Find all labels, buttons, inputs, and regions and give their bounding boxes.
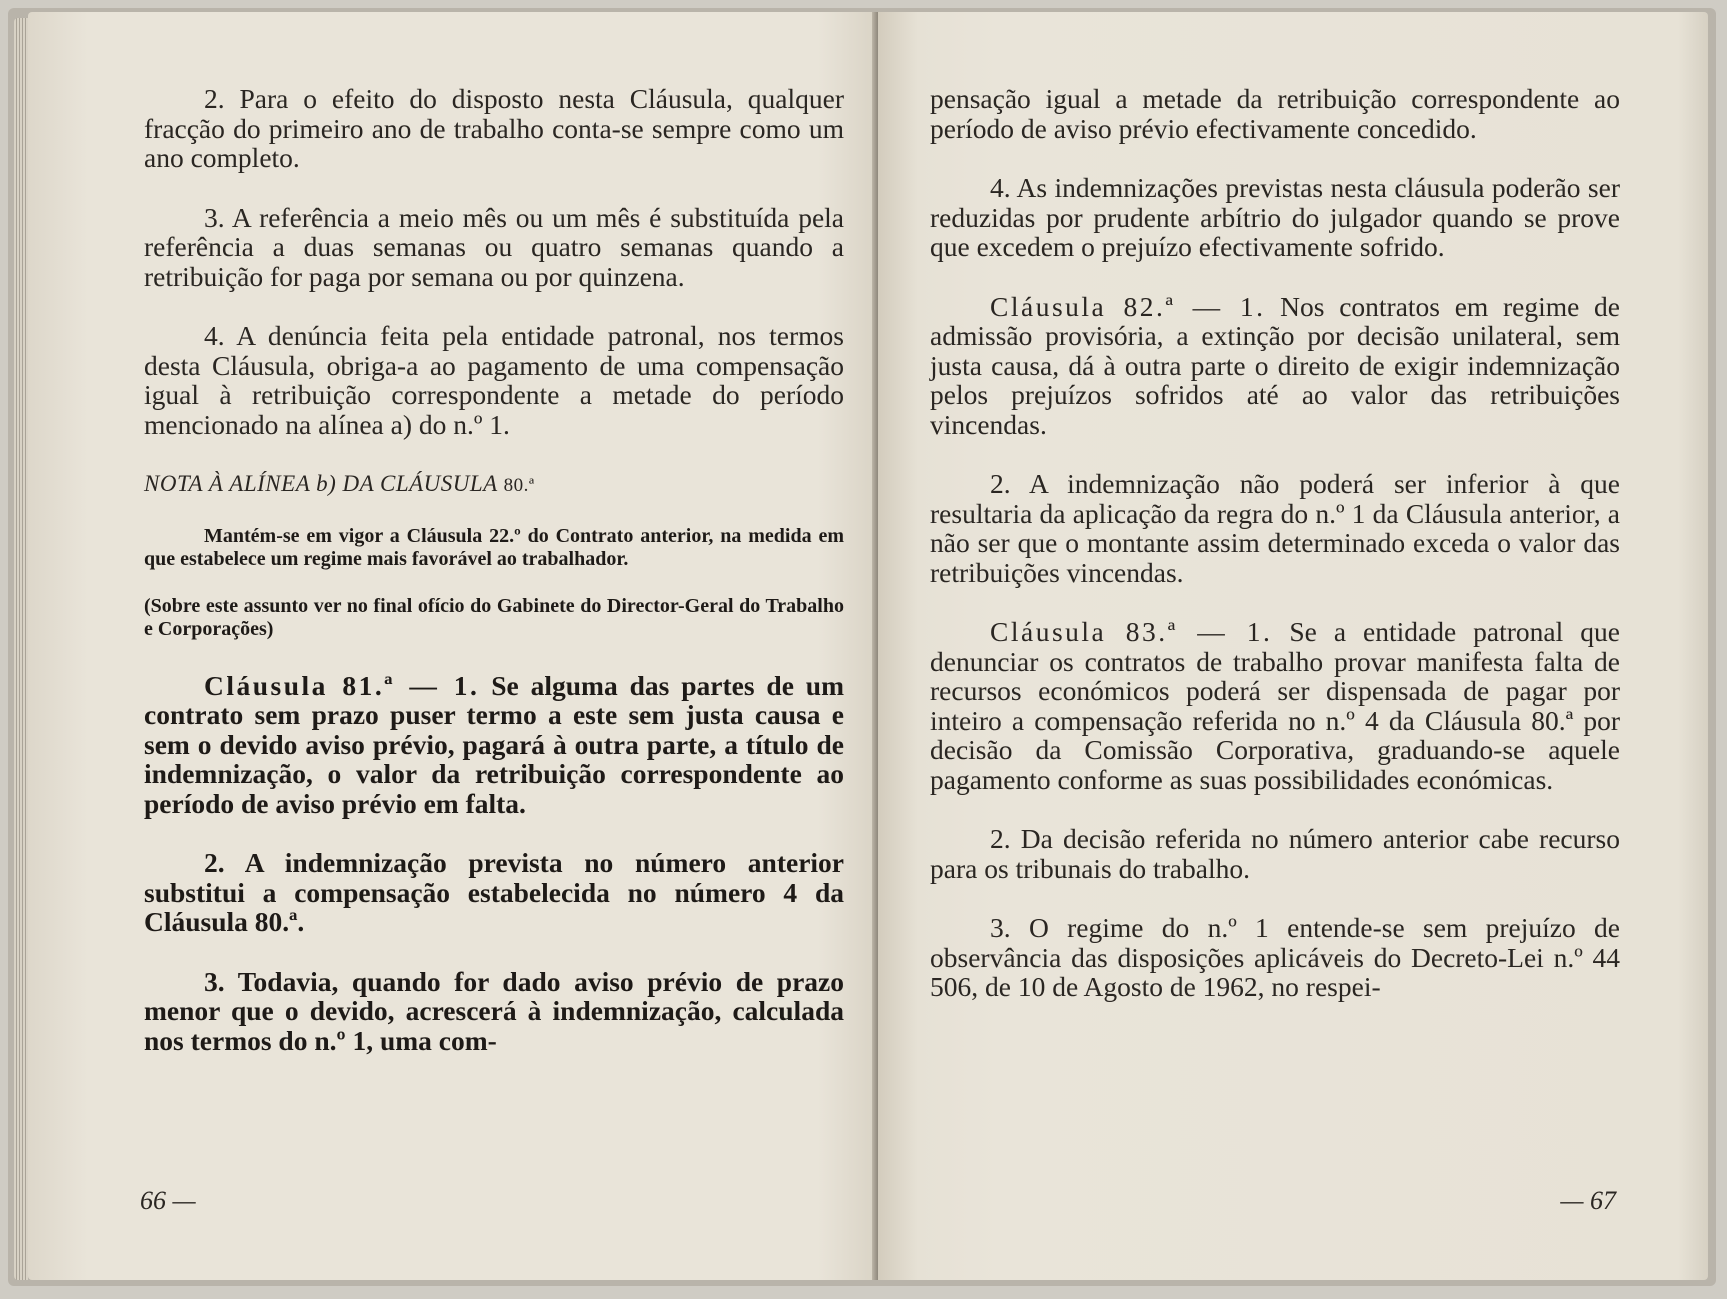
clause-81-label: Cláusula 81.ª — 1. (204, 669, 480, 701)
clause-82-paragraph-2: 2. A indemnização não poderá ser inferior à que resultaria da aplicação da regra do n.º 1 da Cláusula anterior, a não ser que o montante assim determinado exceda o valor das retribuições vincendas. (930, 468, 1620, 588)
page-number-left: 66 — (140, 1186, 196, 1215)
paragraph-4: 4. A denúncia feita pela entidade patronal, nos termos desta Cláusula, obriga-a ao pagamento de uma compensação igual à retribuição correspondente a metade do período mencionado na alínea a) do n.º 1. (144, 320, 844, 440)
clause-81-paragraph-3: 3. Todavia, quando for dado aviso prévio de prazo menor que o devido, acrescerá à indemnização, calculada nos termos do n.º 1, uma com- (144, 965, 844, 1056)
clause-82-paragraph-1: Cláusula 82.ª — 1. Nos contratos em regime de admissão provisória, a extinção por decisão unilateral, sem justa causa, dá à outra parte o direito de exigir indemnização pelos prejuízos sofridos até ao valor das retribuições vincendas. (930, 290, 1621, 440)
clause-83-paragraph-2: 2. Da decisão referida no número anterior cabe recurso para os tribunais do trabalho. (930, 823, 1620, 884)
clause-81-paragraph-2: 2. A indemnização prevista no número anterior substitui a compensação estabelecida no número 4 da Cláusula 80.ª. (144, 847, 844, 937)
page-edges (14, 18, 28, 1280)
clause-83-paragraph-3: 3. O regime do n.º 1 entende-se sem prejuízo de observância das disposições aplicáveis do Decreto-Lei n.º 44 506, de 10 de Agosto de 1962, no respei- (930, 912, 1620, 1002)
paragraph-4-right: 4. As indemnizações previstas nesta cláusula poderão ser reduzidas por prudente arbítrio do julgador quando se prove que excedem o prejuízo efectivamente sofrido. (930, 172, 1620, 262)
right-page-text (930, 84, 1620, 1002)
right-page (878, 12, 1708, 1280)
clause-81-paragraph-1: Cláusula 81.ª — 1. Se alguma das partes de um contrato sem prazo puser termo a este sem justa causa e sem o devido aviso prévio, pagará à outra parte, a título de indemnização, o valor da retribuição correspondente ao período de aviso prévio em falta. (144, 669, 844, 819)
clause-83-paragraph-1: Cláusula 83.ª — 1. Se a entidade patronal que denunciar os contratos de trabalho provar manifesta falta de recursos económicos poderá ser dispensada de pagar por inteiro a compensação referida no n.º 4 da Cláusula 80.ª por decisão da Comissão Corporativa, graduando-se aquele pagamento conforme as suas possibilidades económicas. (930, 616, 1620, 795)
left-page-text (144, 84, 844, 1055)
nota-text: Mantém-se em vigor a Cláusula 22.º do Contrato anterior, na medida em que estabelece um regime mais favorável ao trabalhador. (144, 524, 844, 570)
paragraph-2: 2. Para o efeito do disposto nesta Cláusula, qualquer fracção do primeiro ano de trabalho conta-se sempre como um ano completo. (144, 83, 844, 173)
page-number-right: — 67 (1560, 1186, 1616, 1215)
nota-reference: (Sobre este assunto ver no final ofício do Gabinete do Director-Geral do Trabalho e Corporações) (144, 594, 844, 640)
left-page (28, 12, 878, 1280)
nota-heading: NOTA À ALÍNEA b) DA CLÁUSULA 80.ª (144, 471, 535, 496)
continued-paragraph: pensação igual a metade da retribuição correspondente ao período de aviso prévio efectivamente concedido. (930, 83, 1620, 144)
clause-82-label: Cláusula 82.ª — 1. (990, 290, 1266, 322)
clause-83-label: Cláusula 83.ª — 1. (990, 616, 1273, 647)
open-book (8, 8, 1716, 1286)
paragraph-3: 3. A referência a meio mês ou um mês é substituída pela referência a duas semanas ou quatro semanas quando a retribuição for paga por semana ou por quinzena. (144, 201, 844, 292)
